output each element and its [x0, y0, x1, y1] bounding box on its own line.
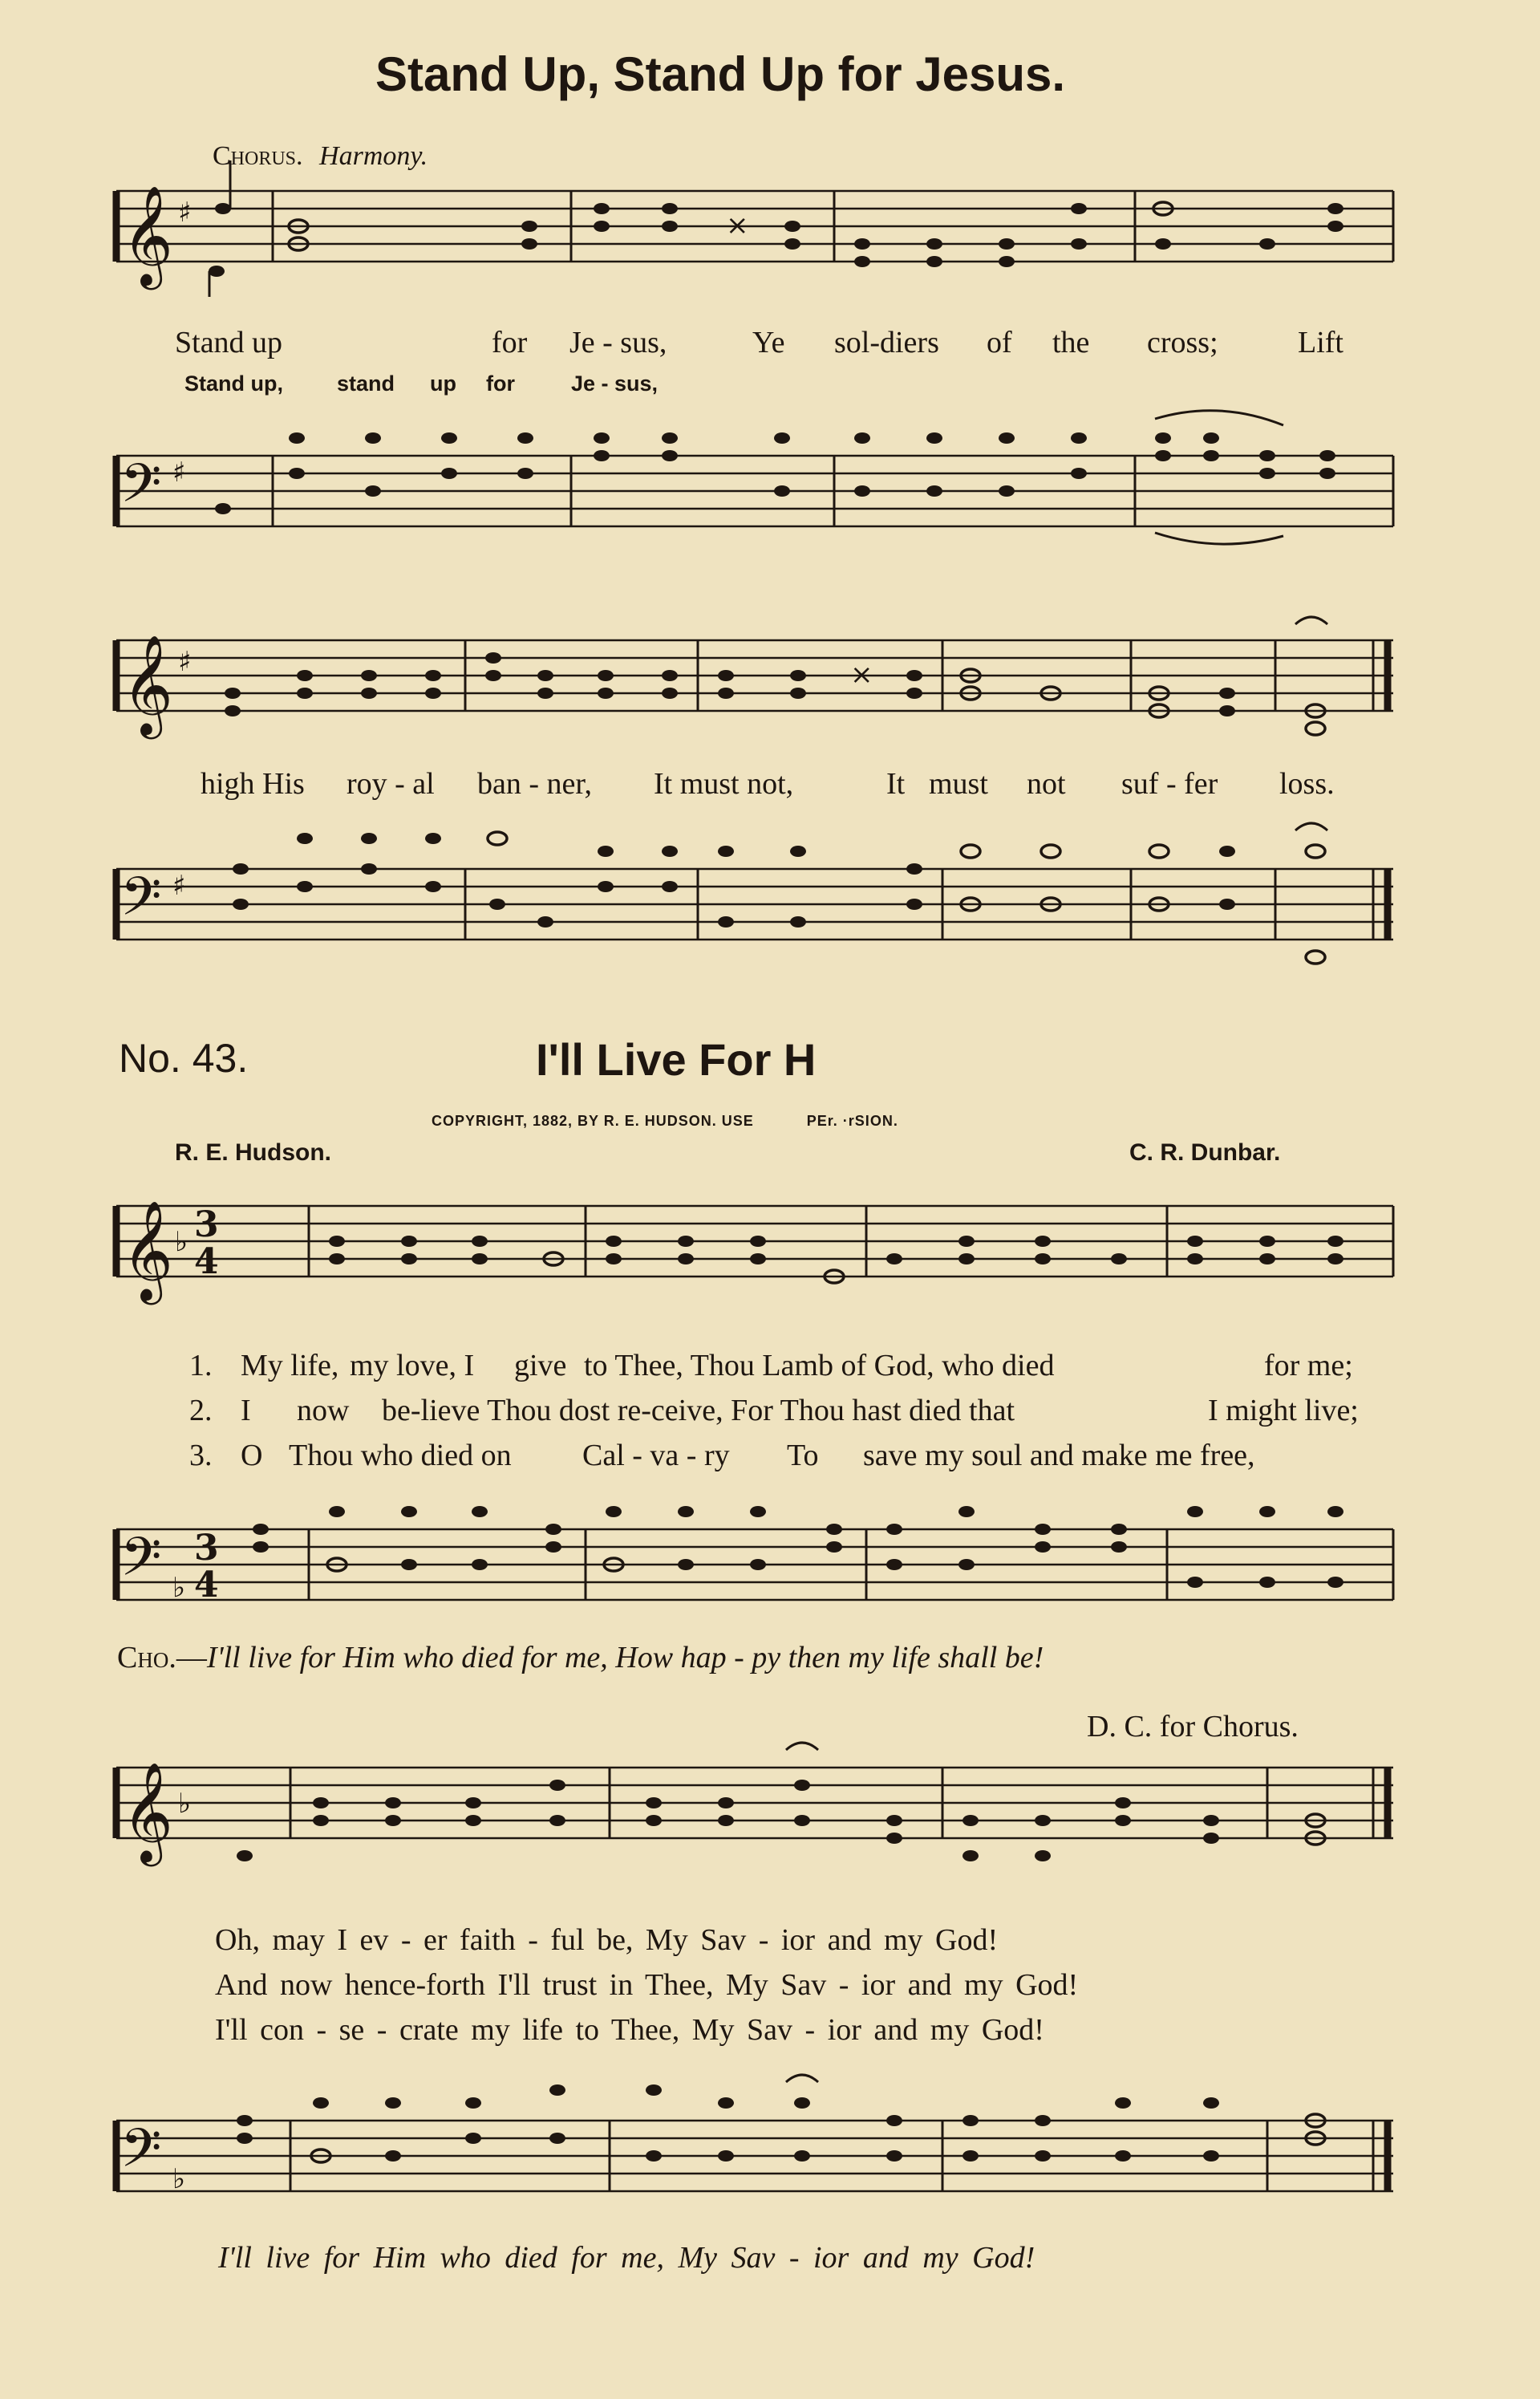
- hymn2-title: I'll Live For H: [536, 1034, 817, 1085]
- key-flat-icon: ♭: [175, 1226, 188, 1258]
- verse-number: 3.: [189, 1439, 213, 1472]
- lyric-word: Lift: [1298, 326, 1343, 359]
- lyric-word: up: [430, 371, 456, 396]
- key-flat-icon: ♭: [172, 1572, 186, 1604]
- chorus-label: [213, 141, 428, 172]
- lyric-word: Stand up: [175, 326, 283, 359]
- lyric-word: Cal - va - ry: [582, 1439, 730, 1472]
- lyric-word: To: [787, 1439, 819, 1472]
- lyric-word: I might live;: [1208, 1394, 1359, 1427]
- hymn2-system1-treble-staff: [0, 1200, 1540, 1301]
- hymn1-system2-treble-staff: [0, 634, 1540, 735]
- lyric-word: I: [241, 1394, 251, 1427]
- treble-clef-icon: 𝄞: [122, 1200, 173, 1301]
- verse-1-line: [189, 1348, 1400, 1393]
- lyric-word: Ye: [752, 326, 785, 359]
- key-sharp-icon: ♯: [172, 870, 186, 902]
- verse-1-refrain: Oh, may I ev - er faith - ful be, My Sav - ior and my God!: [215, 1923, 999, 1957]
- lyric-word: for: [492, 326, 528, 359]
- hymn2-system1-bass-staff: [0, 1523, 1540, 1619]
- author-credit: C. R. Dunbar.: [1129, 1139, 1281, 1166]
- lyric-word: suf - fer: [1121, 767, 1218, 801]
- lyric-word: for: [486, 371, 515, 396]
- verse-2-refrain: And now hence-forth I'll trust in Thee, My Sav - ior and my God!: [215, 1968, 1079, 2002]
- time-signature: 4: [194, 1565, 219, 1605]
- lyric-word: for me;: [1264, 1349, 1353, 1382]
- lyric-word: must: [929, 767, 988, 801]
- verse-number: 2.: [189, 1394, 213, 1427]
- chorus-line: [117, 1640, 1044, 1675]
- notes: [233, 823, 1327, 964]
- lyric-word: high His: [201, 767, 305, 801]
- treble-clef-icon: 𝄞: [122, 635, 173, 735]
- bass-clef-icon: 𝄢: [120, 453, 162, 527]
- lyric-word: Stand up,: [184, 371, 283, 396]
- svg-text:×: ×: [850, 659, 873, 691]
- staff-lines: [116, 2121, 1393, 2191]
- copyright-text: COPYRIGHT, 1882, BY R. E. HUDSON. USE: [432, 1113, 754, 1129]
- notes: [215, 411, 1335, 544]
- staff-lines: [116, 869, 1393, 940]
- verse-3-line: [189, 1438, 1400, 1483]
- lyric-word: to Thee, Thou Lamb of God, who died: [584, 1349, 1055, 1382]
- chorus-word: Chorus.: [213, 141, 303, 171]
- time-signature: 4: [194, 1241, 219, 1282]
- hymn2-copyright: [432, 1113, 898, 1130]
- hymn2-system2-lyrics: [215, 1918, 1078, 2052]
- svg-text:×: ×: [726, 209, 749, 242]
- lyric-word: not: [1027, 767, 1066, 801]
- composer-credit: R. E. Hudson.: [175, 1139, 331, 1166]
- hymn2-number: No. 43.: [119, 1036, 249, 1081]
- bass-clef-icon: 𝄢: [120, 866, 162, 940]
- lyric-word: the: [1052, 326, 1090, 359]
- lyric-word: sol-diers: [834, 326, 939, 359]
- lyric-word: cross;: [1147, 326, 1218, 359]
- lyric-word: O: [241, 1439, 263, 1472]
- copyright-tail: PEr. ·rSION.: [806, 1113, 898, 1129]
- staff-lines: [116, 1768, 1393, 1838]
- lyric-word: give: [514, 1349, 567, 1382]
- key-sharp-icon: ♯: [178, 646, 192, 678]
- treble-clef-icon: 𝄞: [122, 185, 173, 286]
- lyric-word: of: [987, 326, 1012, 359]
- staff-lines: [116, 456, 1393, 526]
- lyric-word: roy - al: [346, 767, 435, 801]
- key-sharp-icon: ♯: [178, 197, 192, 229]
- hymn2-system2-bass-staff: [0, 2114, 1540, 2235]
- key-flat-icon: ♭: [172, 2163, 186, 2195]
- verse-number: 1.: [189, 1349, 213, 1382]
- lyric-word: It: [886, 767, 906, 801]
- chorus-label: Cho.—: [117, 1641, 207, 1674]
- hymn1-system1-bass-staff: [0, 449, 1540, 546]
- lyric-word: ban - ner,: [477, 767, 593, 801]
- lyric-word: Je - sus,: [571, 371, 659, 396]
- bass-clef-icon: 𝄢: [120, 2117, 162, 2192]
- lyric-word: be-lieve Thou dost re-ceive, For Thou hast died that: [382, 1394, 1015, 1427]
- hymn2-verse-lines: [189, 1348, 1400, 1483]
- chorus-text: I'll live for Him who died for me, How hap - py then my life shall be!: [206, 1641, 1044, 1674]
- verse-2-line: [189, 1393, 1400, 1438]
- hymn2-system2-treble-staff: [0, 1761, 1540, 1862]
- lyric-word: save my soul and make me free,: [863, 1439, 1255, 1472]
- lyric-word: Thou who died on: [289, 1439, 512, 1472]
- dc-instruction: D. C. for Chorus.: [1087, 1710, 1299, 1743]
- lyric-word: loss.: [1279, 767, 1335, 801]
- hymn1-system1-treble-staff: [0, 185, 1540, 286]
- hymn1-system2-bass-staff: [0, 863, 1540, 983]
- lyric-word: It must not,: [654, 767, 794, 801]
- key-flat-icon: ♭: [178, 1788, 192, 1820]
- harmony-word: Harmony.: [319, 141, 428, 171]
- lyric-word: my love, I: [350, 1349, 475, 1382]
- verse-3-refrain: I'll con - se - crate my life to Thee, My Sav - ior and my God!: [215, 2013, 1044, 2047]
- lyric-word: Je - sus,: [569, 326, 667, 359]
- closing-line: I'll live for Him who died for me, My Sav - ior and my God!: [218, 2241, 1035, 2275]
- key-sharp-icon: ♯: [172, 457, 186, 489]
- hymn-title: Stand Up, Stand Up for Jesus.: [375, 47, 1066, 101]
- time-signature: 3: [194, 1204, 219, 1245]
- time-signature: 3: [194, 1528, 219, 1569]
- notes: [209, 160, 1343, 297]
- bass-clef-icon: 𝄢: [120, 1526, 162, 1601]
- treble-clef-icon: 𝄞: [122, 1762, 173, 1862]
- lyric-word: now: [297, 1394, 350, 1427]
- notes: [237, 2075, 1325, 2162]
- lyric-word: My life,: [241, 1349, 339, 1382]
- lyric-word: stand: [337, 371, 395, 396]
